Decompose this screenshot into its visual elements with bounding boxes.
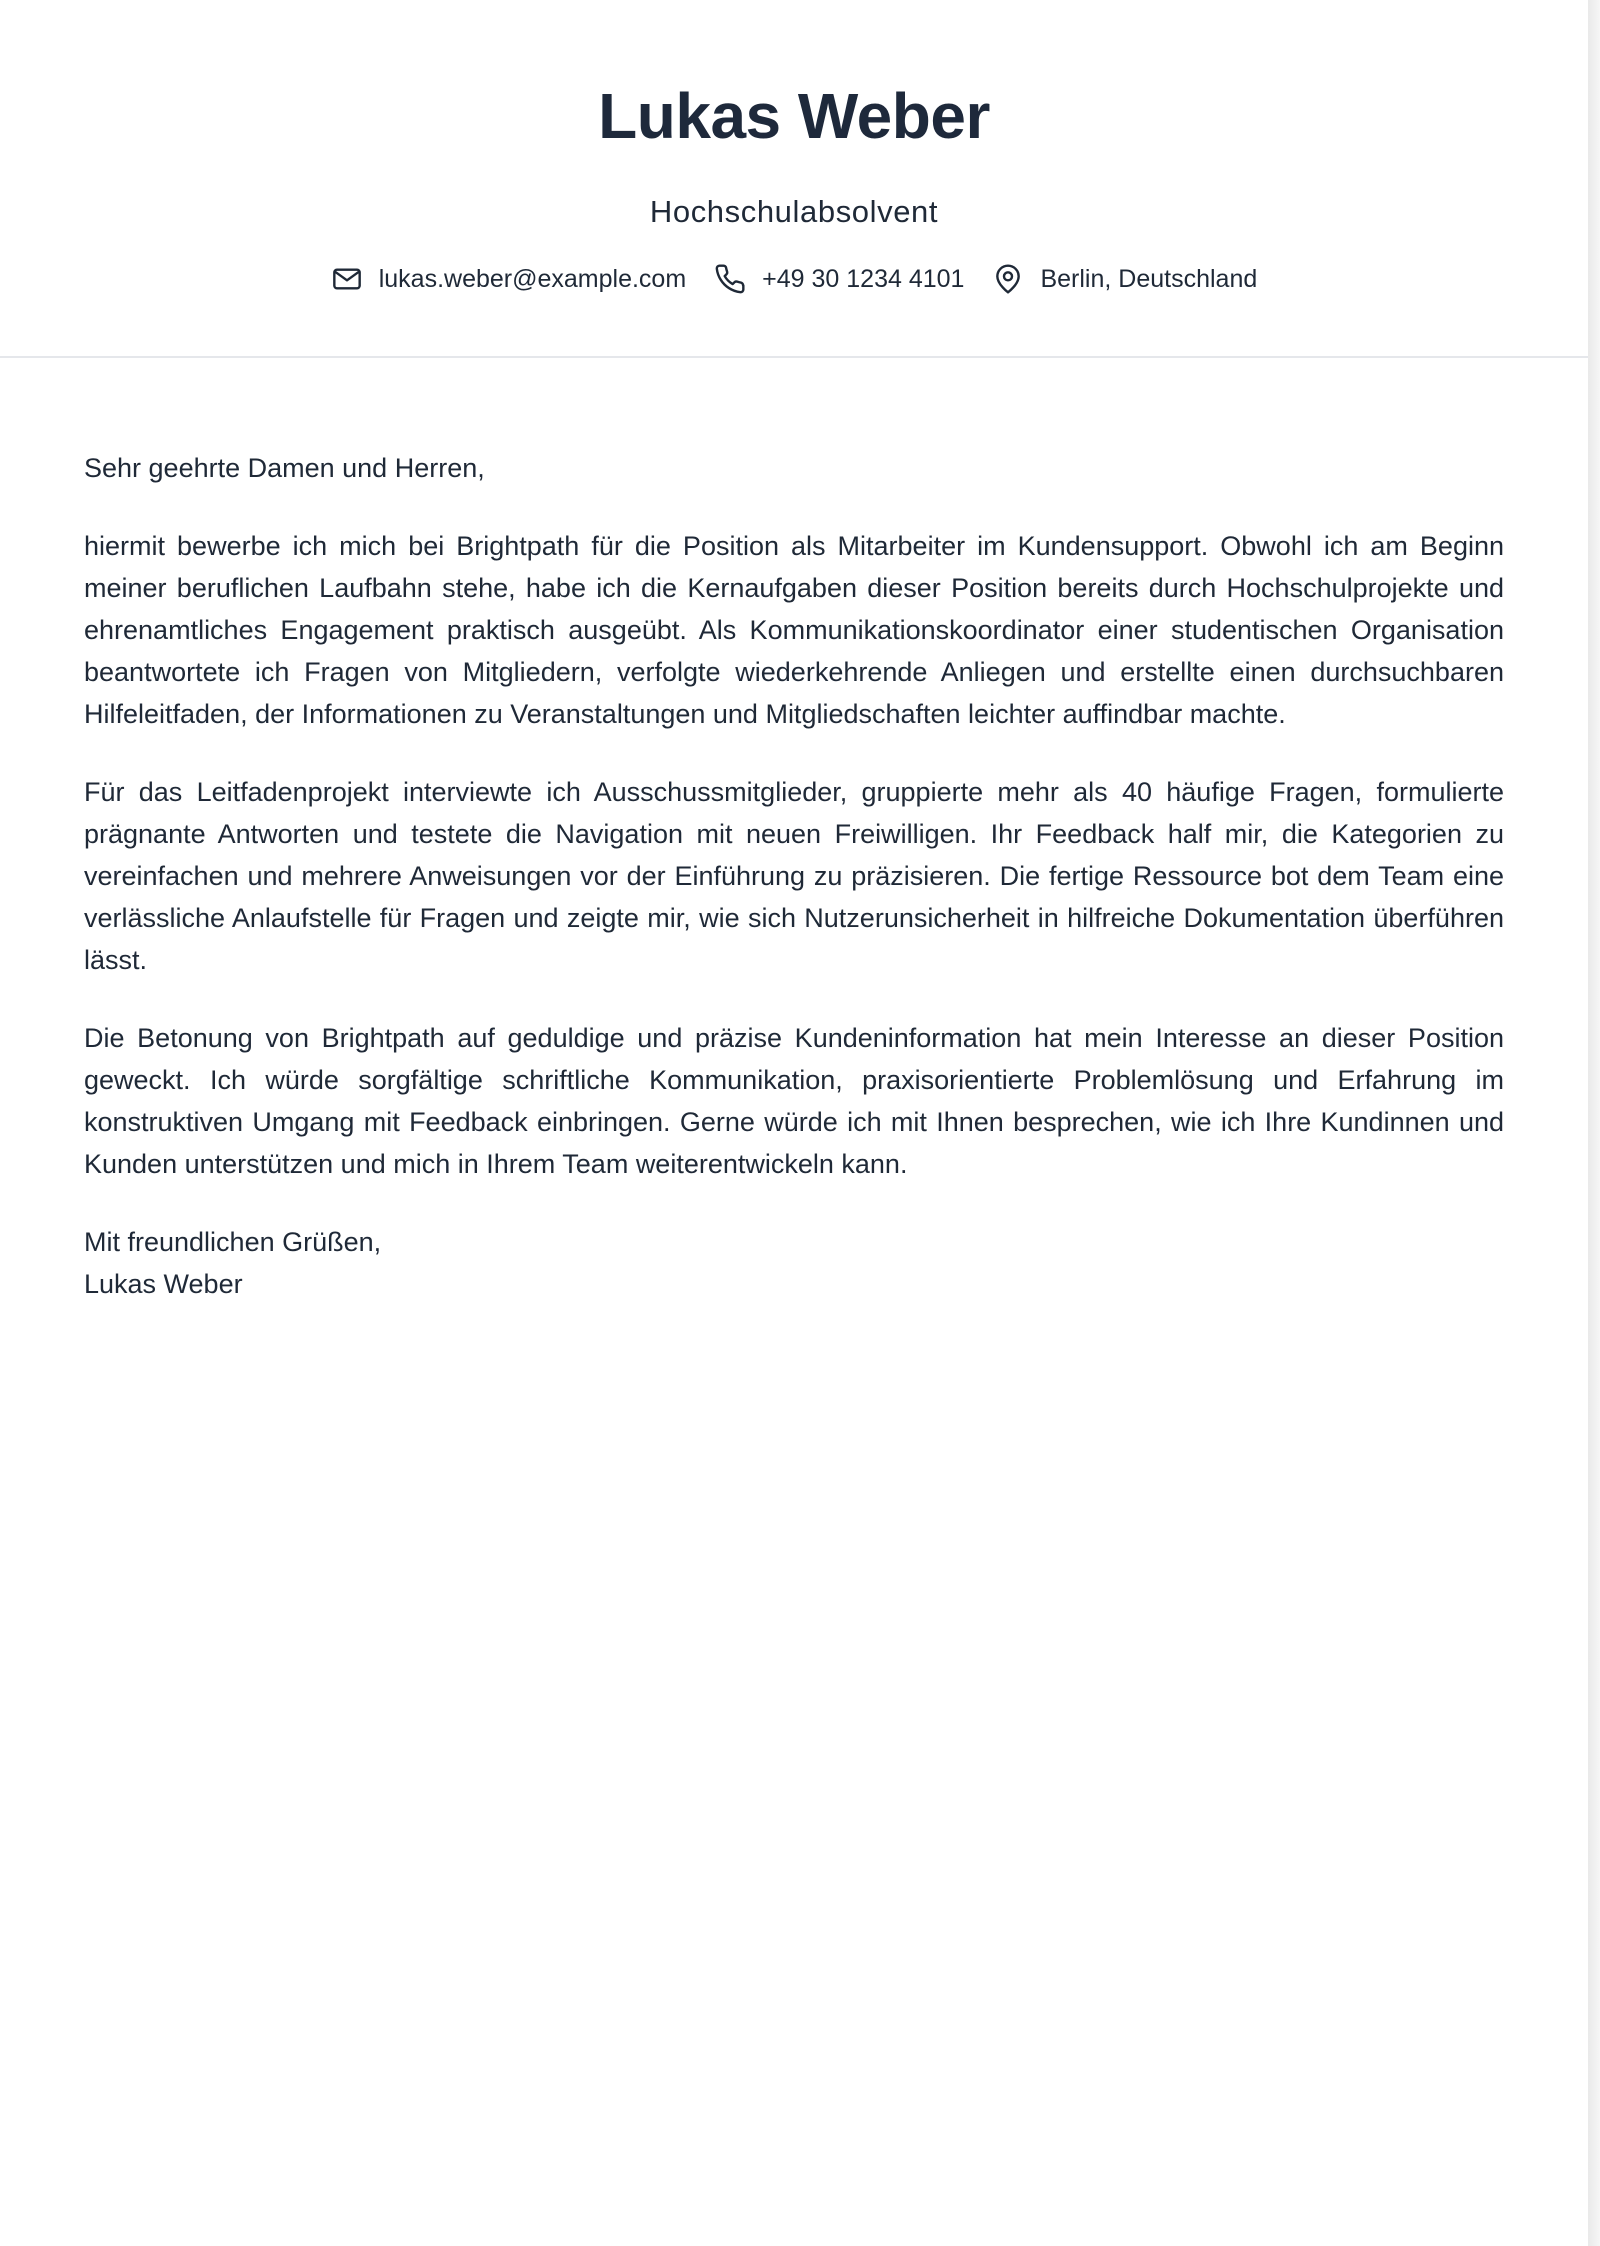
signature: Lukas Weber (84, 1269, 243, 1299)
contact-phone[interactable] (714, 262, 964, 296)
letter-body (84, 447, 1504, 1305)
phone-text: +49 30 1234 4101 (762, 265, 965, 293)
paragraph-3: Die Betonung von Brightpath auf geduldige und präzise Kundeninformation hat mein Interesse an dieser Position geweckt. Ich würde sorgfältige schriftliche Kommunikation, praxisorientierte Problemlösung und Erfahrung im konstruktiven Umgang mit Feedback einbringen. Gerne würde ich mit Ihnen besprechen, wie ich Ihre Kundinnen und Kunden unterstützen und mich in Ihrem Team weiterentwickeln kann. (84, 1023, 1504, 1179)
contact-location (992, 262, 1257, 296)
closing-block (84, 1221, 1504, 1305)
contact-email[interactable] (331, 262, 686, 296)
paragraph-2: Für das Leitfadenprojekt interviewte ich Ausschussmitglieder, gruppierte mehr als 40 häufige Fragen, formulierte prägnante Antworten und testete die Navigation mit neuen Freiwilligen. Ihr Feedback half mir, die Kategorien zu vereinfachen und mehrere Anweisungen vor der Einführung zu präzisieren. Die fertige Ressource bot dem Team eine verlässliche Anlaufstelle für Fragen und zeigte mir, wie sich Nutzerunsicherheit in hilfreiche Dokumentation überführen lässt. (84, 777, 1504, 975)
closing-line: Mit freundlichen Grüßen, (84, 1227, 382, 1257)
salutation: Sehr geehrte Damen und Herren, (84, 453, 485, 483)
page-edge-shadow (1588, 0, 1600, 2246)
email-text: lukas.weber@example.com (378, 265, 687, 293)
location-text: Berlin, Deutschland (1040, 265, 1258, 293)
map-pin-icon (992, 263, 1024, 295)
mail-icon (331, 263, 363, 295)
paragraph-1: hiermit bewerbe ich mich bei Brightpath für die Position als Mitarbeiter im Kundensupport. Obwohl ich am Beginn meiner beruflichen Laufbahn stehe, habe ich die Kernaufgaben dieser Position bereits durch Hochschulprojekte und ehrenamtliches Engagement praktisch ausgeübt. Als Kommunikationskoordinator einer studentischen Organisation beantwortete ich Fragen von Mitgliedern, verfolgte wiederkehrende Anliegen und erstellte einen durchsuchbaren Hilfeleitfaden, der Informationen zu Veranstaltungen und Mitgliedschaften leichter auffindbar machte. (84, 531, 1504, 729)
applicant-title: Hochschulabsolvent (649, 194, 939, 229)
applicant-name: Lukas Weber (598, 80, 990, 152)
contact-row (0, 262, 1588, 296)
phone-icon (714, 263, 746, 295)
letter-header (0, 0, 1588, 358)
